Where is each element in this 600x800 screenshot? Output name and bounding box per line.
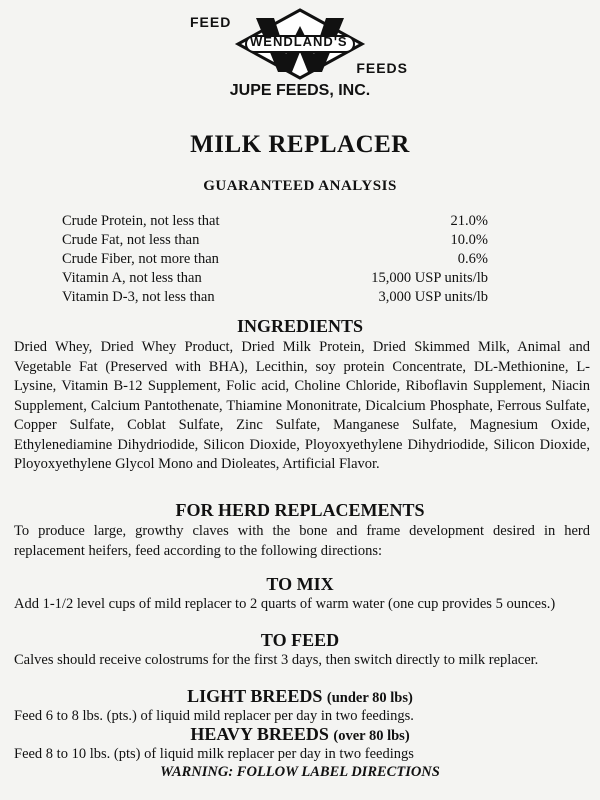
warning-text: WARNING: FOLLOW LABEL DIRECTIONS bbox=[160, 764, 440, 780]
light-breeds-qualifier: (under 80 lbs) bbox=[326, 690, 413, 706]
analysis-label: Vitamin D-3, not less than bbox=[62, 289, 215, 305]
logo-company-name: JUPE FEEDS, INC. bbox=[229, 82, 371, 99]
light-breeds-text: Feed 6 to 8 lbs. (pts.) of liquid mild replacer per day in two feedings. bbox=[14, 708, 414, 724]
heavy-breeds-qualifier: (over 80 lbs) bbox=[333, 728, 410, 744]
analysis-row bbox=[62, 212, 488, 231]
heavy-breeds-heading bbox=[0, 724, 600, 745]
analysis-label: Vitamin A, not less than bbox=[62, 270, 202, 286]
analysis-row bbox=[62, 231, 488, 250]
heavy-breeds-text: Feed 8 to 10 lbs. (pts) of liquid milk replacer per day in two feedings bbox=[14, 746, 414, 762]
heavy-breeds-title: HEAVY BREEDS bbox=[190, 724, 329, 744]
analysis-label: Crude Protein, not less that bbox=[62, 213, 220, 229]
logo-feeds-text: FEEDS bbox=[356, 60, 408, 76]
analysis-label: Crude Fiber, not more than bbox=[62, 251, 219, 267]
logo-brand-text: WENDLAND'S bbox=[250, 34, 348, 49]
analysis-row bbox=[62, 288, 488, 307]
mix-text: Add 1-1/2 level cups of mild replacer to 2 quarts of warm water (one cup provides 5 ounces.) bbox=[14, 596, 556, 612]
light-breeds-title: LIGHT BREEDS bbox=[187, 686, 323, 706]
herd-text: To produce large, growthy claves with the bone and frame development desired in herd replacement heifers, feed according to the following directions: bbox=[14, 523, 590, 559]
analysis-value: 3,000 USP units/lb bbox=[378, 289, 488, 305]
logo-feed-text: FEED bbox=[190, 14, 232, 30]
analysis-value: 15,000 USP units/lb bbox=[371, 270, 488, 286]
analysis-heading: GUARANTEED ANALYSIS bbox=[203, 178, 397, 194]
page-title: MILK REPLACER bbox=[190, 131, 410, 158]
wendlands-logo bbox=[180, 6, 420, 104]
analysis-label: Crude Fat, not less than bbox=[62, 232, 200, 248]
analysis-value: 0.6% bbox=[457, 251, 488, 267]
analysis-value: 10.0% bbox=[450, 232, 488, 248]
mix-heading: TO MIX bbox=[266, 574, 334, 594]
analysis-row bbox=[62, 250, 488, 269]
analysis-table bbox=[62, 212, 488, 307]
analysis-value: 21.0% bbox=[450, 213, 488, 229]
ingredients-text: Dried Whey, Dried Whey Product, Dried Milk Protein, Dried Skimmed Milk, Animal and Vegetable Fat (Preserved with BHA), Lecithin, soy protein Concentrate, DL-Methionine, L-Lysine, Vitamin B-12 Supplement, Folic acid, Choline Chloride, Riboflavin Supplement, Niacin Supplement, Calcium Pantothenate, Thiamine Mononitrate, Dicalcium Phosphate, Ferrous Sulfate, Copper Sulfate, Coblat Sulfate, Zinc Sulfate, Manganese Sulfate, Magnesium Oxide, Ethylenediamine Dihydriodide, Silicon Dioxide, Ployoxyethylene Dihydriodide, Silicon Dioxide, Ployoxyethylene Glycol Mono and Dioleates, Artificial Flavor. bbox=[14, 339, 590, 472]
feed-heading: TO FEED bbox=[260, 630, 340, 650]
light-breeds-heading bbox=[0, 686, 600, 707]
analysis-row bbox=[62, 269, 488, 288]
feed-text: Calves should receive colostrums for the first 3 days, then switch directly to milk replacer. bbox=[14, 652, 539, 668]
herd-heading: FOR HERD REPLACEMENTS bbox=[175, 500, 425, 520]
ingredients-heading: INGREDIENTS bbox=[236, 316, 364, 336]
